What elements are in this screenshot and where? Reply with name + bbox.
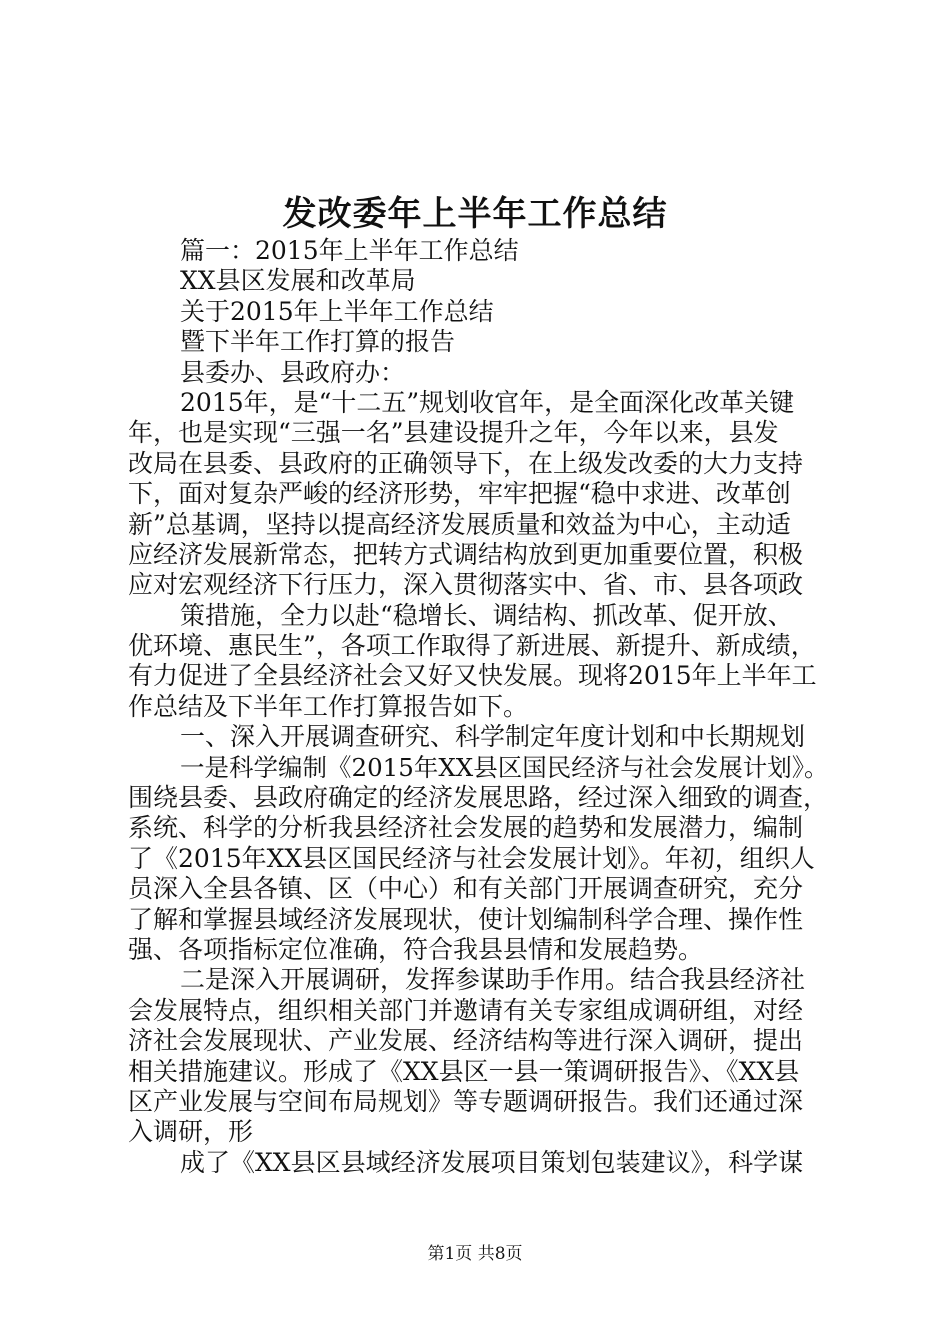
paragraph-line: 下，面对复杂严峻的经济形势，牢牢把握“稳中求进、改革创	[128, 479, 791, 509]
paragraph-line: 区产业发展与空间布局规划》等专题调研报告。我们还通过深	[128, 1086, 804, 1116]
paragraph-line: 济社会发展现状、产业发展、经济结构等进行深入调研，提出	[128, 1026, 804, 1056]
paragraph-line: 二是深入开展调研，发挥参谋助手作用。结合我县经济社	[180, 965, 806, 995]
paragraph-line: 暨下半年工作打算的报告	[180, 327, 456, 357]
paragraph-line: 一、深入开展调查研究、科学制定年度计划和中长期规划	[180, 722, 806, 752]
paragraph-line: 一是科学编制《2015年XX县区国民经济与社会发展计划》。	[180, 752, 829, 782]
paragraph-line: XX县区发展和改革局	[180, 266, 416, 296]
paragraph-line: 强、各项指标定位准确，符合我县县情和发展趋势。	[128, 934, 704, 964]
page-footer: 第1页 共8页	[427, 1244, 523, 1264]
paragraph-line: 了解和掌握县域经济发展现状，使计划编制科学合理、操作性	[128, 904, 804, 934]
document-title: 发改委年上半年工作总结	[282, 194, 668, 234]
paragraph-line: 成了《XX县区县域经济发展项目策划包装建议》，科学谋	[180, 1147, 804, 1177]
paragraph-line: 相关措施建议。形成了《XX县区一县一策调研报告》、《XX县	[128, 1056, 800, 1086]
paragraph-line: 应经济发展新常态，把转方式调结构放到更加重要位置，积极	[128, 539, 804, 569]
paragraph-line: 入调研，形	[128, 1117, 254, 1147]
paragraph-line: 改局在县委、县政府的正确领导下，在上级发改委的大力支持	[128, 448, 804, 478]
paragraph-line: 策措施，全力以赴“稳增长、调结构、抓改革、促开放、	[180, 600, 793, 630]
document-body	[128, 236, 834, 1178]
paragraph-line: 2015年，是“十二五”规划收官年，是全面深化改革关键	[180, 387, 795, 417]
paragraph-line: 县委办、县政府办：	[180, 357, 406, 387]
paragraph-line: 会发展特点，组织相关部门并邀请有关专家组成调研组，对经	[128, 995, 804, 1025]
paragraph-line: 系统、科学的分析我县经济社会发展的趋势和发展潜力，编制	[128, 813, 804, 843]
paragraph-line: 了《2015年XX县区国民经济与社会发展计划》。年初，组织人	[128, 843, 815, 873]
paragraph-line: 围绕县委、县政府确定的经济发展思路，经过深入细致的调查，	[128, 783, 829, 813]
paragraph-line: 作总结及下半年工作打算报告如下。	[128, 691, 529, 721]
paragraph-line: 有力促进了全县经济社会又好又快发展。现将2015年上半年工	[128, 661, 817, 691]
paragraph-line: 优环境、惠民生”，各项工作取得了新进展、新提升、新成绩，	[128, 631, 816, 661]
paragraph-line: 员深入全县各镇、区（中心）和有关部门开展调查研究，充分	[128, 874, 804, 904]
paragraph-line: 年，也是实现“三强一名”县建设提升之年，今年以来，县发	[128, 418, 779, 448]
paragraph-line: 关于2015年上半年工作总结	[180, 296, 494, 326]
paragraph-line: 新”总基调，坚持以提高经济发展质量和效益为中心，主动适	[128, 509, 791, 539]
paragraph-line: 应对宏观经济下行压力，深入贯彻落实中、省、市、县各项政	[128, 570, 804, 600]
paragraph-line: 篇一：2015年上半年工作总结	[180, 236, 519, 265]
